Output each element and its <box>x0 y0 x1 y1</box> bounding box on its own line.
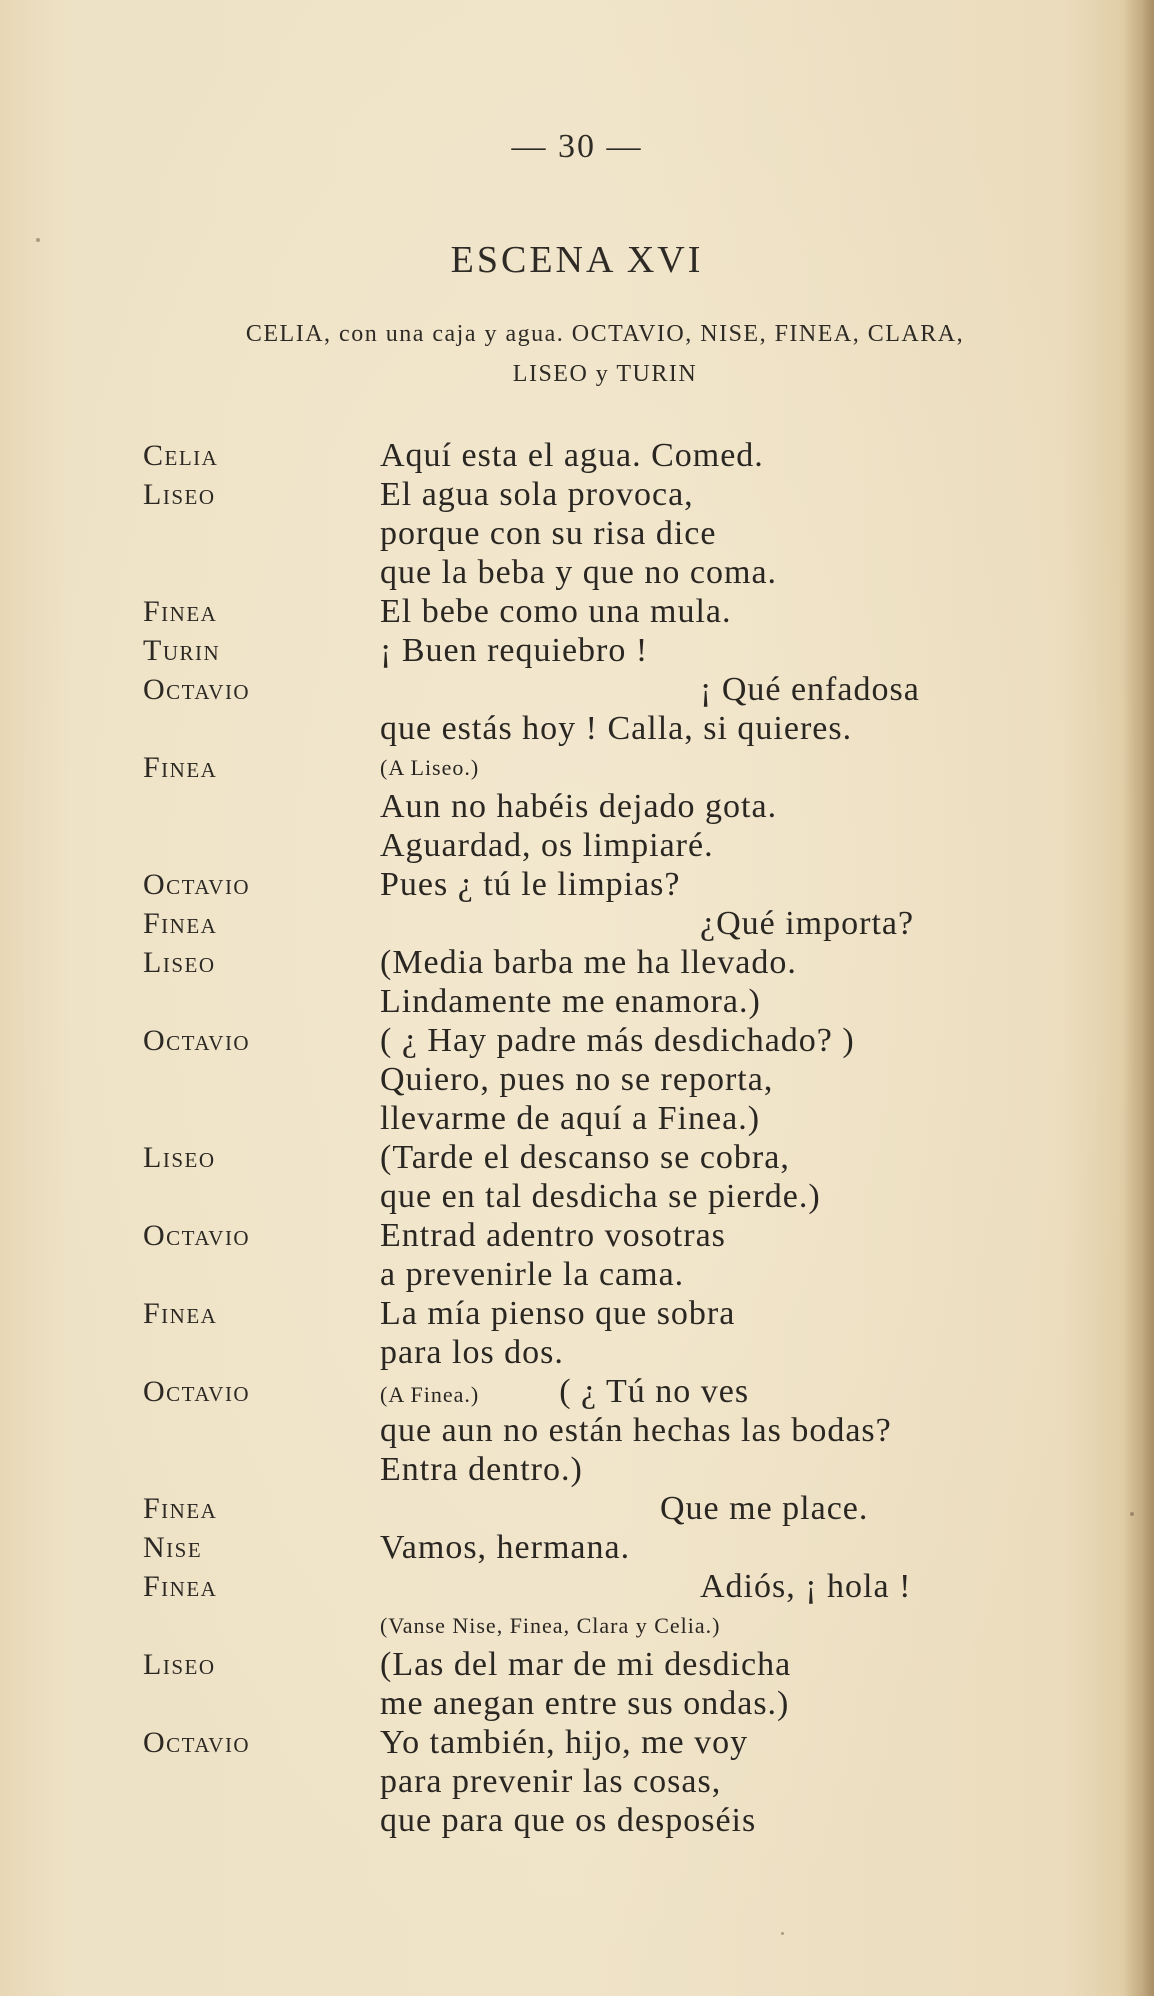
dialogue-line <box>0 1177 1154 1216</box>
verse-with-stage <box>380 1372 749 1414</box>
speaker-name: Turin <box>143 634 221 667</box>
stage-direction: (A Finea.) <box>380 1382 480 1407</box>
verse-text: ¡ Buen requiebro ! <box>380 632 649 669</box>
verse-text: La mía pienso que sobra <box>380 1295 736 1332</box>
stage-direction: (A Liseo.) <box>380 755 480 780</box>
speaker-name: Finea <box>143 1570 218 1603</box>
page-number: — 30 — <box>511 128 643 165</box>
dialogue-line <box>0 1333 1154 1372</box>
verse-text: porque con su risa dice <box>380 515 717 552</box>
dialogue-line <box>0 475 1154 514</box>
dialogue-line <box>0 436 1154 475</box>
verse-text: (Las del mar de mi desdicha <box>380 1646 792 1683</box>
dialogue-line <box>0 1567 1154 1606</box>
verse-text: para los dos. <box>380 1334 564 1371</box>
speaker-name: Finea <box>143 1297 218 1330</box>
dialogue-line <box>0 904 1154 943</box>
dialogue-line <box>0 514 1154 553</box>
speaker-name: Liseo <box>143 1648 216 1681</box>
verse-text: que en tal desdicha se pierde.) <box>380 1178 821 1215</box>
cast-line-2: LISEO y TURIN <box>512 361 698 387</box>
verse-text: Yo también, hijo, me voy <box>380 1724 749 1761</box>
verse-text: llevarme de aquí a Finea.) <box>380 1100 761 1137</box>
verse-text: (Tarde el descanso se cobra, <box>380 1139 790 1176</box>
dialogue-line <box>0 787 1154 826</box>
verse-text: Pues ¿ tú le limpias? <box>380 866 681 903</box>
dialogue-line <box>0 670 1154 709</box>
paper-speck <box>36 238 40 242</box>
verse-text: Lindamente me enamora.) <box>380 983 761 1020</box>
verse-text: ¿Qué importa? <box>700 905 915 942</box>
speaker-name: Nise <box>143 1531 203 1564</box>
dialogue-line <box>0 748 1154 787</box>
speaker-name: Liseo <box>143 478 216 511</box>
paper-speck <box>781 1932 784 1935</box>
speaker-name: Octavio <box>143 673 251 706</box>
page-edge-shadow <box>1124 0 1154 1996</box>
verse-text: ( ¿ Tú no ves <box>559 1373 750 1410</box>
dialogue <box>0 436 1154 1840</box>
verse-text: Entrad adentro vosotras <box>380 1217 726 1254</box>
speaker-name: Octavio <box>143 1024 251 1057</box>
dialogue-line <box>0 1060 1154 1099</box>
speaker-name: Finea <box>143 907 218 940</box>
verse-text: Aguardad, os limpiaré. <box>380 827 714 864</box>
dialogue-line <box>0 943 1154 982</box>
dialogue-line <box>0 1762 1154 1801</box>
dialogue-line <box>0 631 1154 670</box>
dialogue-line <box>0 1528 1154 1567</box>
dialogue-line <box>0 1372 1154 1411</box>
verse-text: Aun no habéis dejado gota. <box>380 788 778 825</box>
dialogue-line <box>0 1138 1154 1177</box>
speaker-name: Octavio <box>143 1375 251 1408</box>
paper-speck <box>1130 1512 1134 1516</box>
verse-text: que estás hoy ! Calla, si quieres. <box>380 710 853 747</box>
dialogue-line <box>0 865 1154 904</box>
speaker-name: Octavio <box>143 868 251 901</box>
dialogue-line <box>0 1723 1154 1762</box>
verse-text: para prevenir las cosas, <box>380 1763 722 1800</box>
scene-title: ESCENA XVI <box>450 239 704 281</box>
dialogue-line <box>0 709 1154 748</box>
speaker-name: Celia <box>143 439 219 472</box>
dialogue-line <box>0 982 1154 1021</box>
verse-text: que para que os desposéis <box>380 1802 757 1839</box>
dialogue-line <box>0 1645 1154 1684</box>
verse-text: Aquí esta el agua. Comed. <box>380 437 764 474</box>
verse-text: Vamos, hermana. <box>380 1529 631 1566</box>
dialogue-line <box>0 1684 1154 1723</box>
dialogue-line <box>0 1216 1154 1255</box>
verse-text: Adiós, ¡ hola ! <box>700 1568 912 1605</box>
verse-text: Entra dentro.) <box>380 1451 583 1488</box>
speaker-name: Liseo <box>143 946 216 979</box>
cast-list <box>130 314 1080 394</box>
speaker-name: Liseo <box>143 1141 216 1174</box>
speaker-name: Finea <box>143 751 218 784</box>
cast-line-1: CELIA, con una caja y agua. OCTAVIO, NISE, FINEA, CLARA, <box>245 321 965 347</box>
stage-direction: (Vanse Nise, Finea, Clara y Celia.) <box>380 1613 721 1638</box>
dialogue-line <box>0 1489 1154 1528</box>
verse-text: Que me place. <box>660 1490 869 1527</box>
verse-text: El agua sola provoca, <box>380 476 694 513</box>
verse-text: El bebe como una mula. <box>380 593 732 630</box>
dialogue-line <box>0 1606 1154 1645</box>
verse-text: a prevenirle la cama. <box>380 1256 685 1293</box>
verse-text: (Media barba me ha llevado. <box>380 944 797 981</box>
dialogue-line <box>0 1801 1154 1840</box>
dialogue-line <box>0 592 1154 631</box>
verse-text: que aun no están hechas las bodas? <box>380 1412 892 1449</box>
dialogue-line <box>0 1099 1154 1138</box>
verse-text: ( ¿ Hay padre más desdichado? ) <box>380 1022 855 1059</box>
speaker-name: Octavio <box>143 1219 251 1252</box>
verse-text: me anegan entre sus ondas.) <box>380 1685 790 1722</box>
verse-text: ¡ Qué enfadosa <box>700 671 920 708</box>
speaker-name: Octavio <box>143 1726 251 1759</box>
dialogue-line <box>0 1411 1154 1450</box>
verse-text: Quiero, pues no se reporta, <box>380 1061 774 1098</box>
dialogue-line <box>0 1021 1154 1060</box>
speaker-name: Finea <box>143 1492 218 1525</box>
verse-text: que la beba y que no coma. <box>380 554 778 591</box>
dialogue-line <box>0 1450 1154 1489</box>
dialogue-line <box>0 553 1154 592</box>
dialogue-line <box>0 1294 1154 1333</box>
speaker-name: Finea <box>143 595 218 628</box>
dialogue-line <box>0 826 1154 865</box>
dialogue-line <box>0 1255 1154 1294</box>
